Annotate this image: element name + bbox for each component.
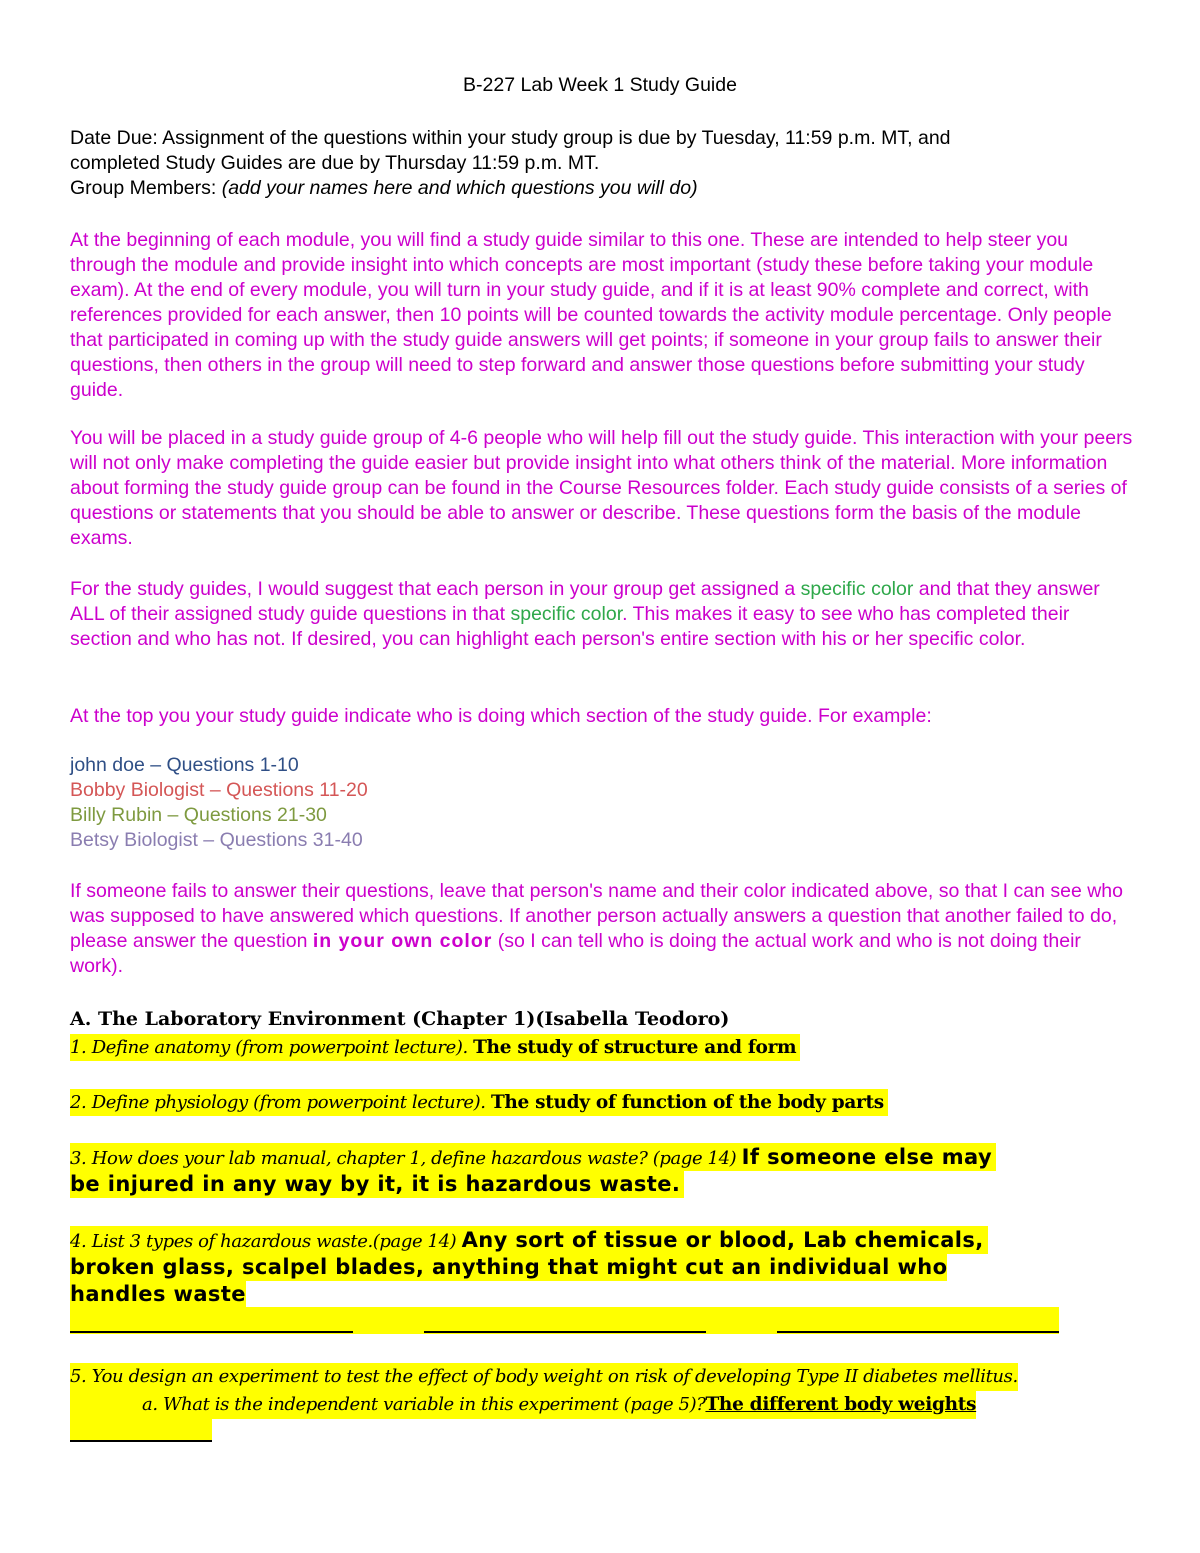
example-item: Billy Rubin – Questions 21-30 [70,804,327,826]
blank-line [70,1331,353,1333]
question-1-answer: The study of structure and form [473,1037,797,1058]
question-4-line-2 [70,1254,947,1281]
question-3-answer-2: be injured in any way by it, it is hazardous waste. [70,1172,681,1196]
question-4-line-1 [70,1226,988,1254]
question-4-answer-2: broken glass, scalpel blades, anything that might cut an individual who [70,1255,948,1279]
blank-line [424,1331,706,1333]
question-4-answer-1: Any sort of tissue or blood, Lab chemicals, [461,1228,984,1252]
question-4-blanks [70,1307,1059,1334]
example-intro: At the top you your study guide indicate who is doing which section of the study guide. For example: [70,705,932,727]
color-paragraph [70,577,1135,652]
question-2 [70,1089,888,1116]
group-members-line [70,176,1135,201]
question-3-answer-1: If someone else may [741,1145,993,1169]
example-item: Bobby Biologist – Questions 11-20 [70,779,368,801]
question-3-line-2 [70,1171,684,1198]
example-item: Betsy Biologist – Questions 31-40 [70,829,363,851]
color-paragraph-text-3: . This makes it easy to see who has completed their section and who has not. If desired, you can highlight each person's entire section with his or her specific color. [70,603,1070,650]
own-color-text-1: If someone fails to answer their questions, leave that person's name and their color indicated above, so that I can see who was supposed to have answered which questions. If another person actually answers a question that another failed to do, please answer the question [70,880,1123,952]
date-due-line-1: Date Due: Assignment of the questions within your study group is due by Tuesday, 11:59 p.m. MT, and [70,127,951,149]
group-paragraph: You will be placed in a study guide group of 4-6 people who will help fill out the study guide. This interaction with your peers will not only make completing the guide easier but provide insight into what others think of the material. More information about forming the study guide group can be found in the Course Resources folder. Each study guide consists of a series of questions or statements that you should be able to answer or describe. These questions form the basis of the module exams. [70,427,1133,549]
question-5a [70,1391,976,1419]
color-paragraph-text-2: and that they answer ALL of their assigned study guide questions in that [70,578,1100,625]
question-3-line-1 [70,1143,996,1171]
question-4-line-3 [70,1281,246,1307]
blank-line [777,1331,1059,1333]
blank-line [70,1440,212,1442]
question-4-answer-3: handles waste [70,1282,246,1306]
color-paragraph-text-1: For the study guides, I would suggest that each person in your group get assigned a [70,578,801,600]
date-due-line-2: completed Study Guides are due by Thursday 11:59 p.m. MT. [70,152,600,174]
own-color-emphasis: in your own color [312,930,493,952]
question-2-prompt: 2. Define physiology (from powerpoint lecture). [70,1092,491,1113]
question-5a-prompt: a. What is the independent variable in this experiment (page 5)? [142,1394,706,1415]
page-title: B-227 Lab Week 1 Study Guide [463,74,737,96]
specific-color-example-1: specific color [800,578,914,600]
question-2-answer: The study of function of the body parts [490,1092,884,1113]
question-3-prompt: 3. How does your lab manual, chapter 1, define hazardous waste? (page 14) [70,1148,742,1169]
question-5a-blank [70,1419,212,1442]
question-5-prompt: 5. You design an experiment to test the effect of body weight on risk of developing Type II diabetes mellitus. [70,1366,1018,1387]
group-members-label: Group Members: [70,177,222,199]
own-color-paragraph [70,879,1135,979]
own-color-text-2: (so I can tell who is doing the actual work and who is not doing their work). [70,930,1081,977]
question-5 [70,1363,1018,1391]
question-5a-answer: The different body weights [705,1394,977,1415]
question-4-prompt: 4. List 3 types of hazardous waste.(page 14) [70,1231,462,1252]
question-1-prompt: 1. Define anatomy (from powerpoint lecture). [70,1037,474,1058]
group-members-hint: (add your names here and which questions you will do) [221,177,698,199]
question-1 [70,1034,800,1061]
intro-paragraph: At the beginning of each module, you will find a study guide similar to this one. These are intended to help steer you through the module and provide insight into which concepts are most important (study these before taking your module exam). At the end of every module, you will turn in your study guide, and if it is at least 90% complete and correct, with references provided for each answer, then 10 points will be counted towards the activity module percentage. Only people that participated in coming up with the study guide answers will get points; if someone in your group fails to answer their questions, then others in the group will need to step forward and answer those questions before submitting your study guide. [70,229,1112,401]
section-a-heading: A. The Laboratory Environment (Chapter 1)(Isabella Teodoro) [70,1008,730,1030]
example-item: john doe – Questions 1-10 [70,754,299,776]
specific-color-example-2: specific color [510,603,623,625]
example-list [70,753,1135,853]
date-due-block [70,126,1135,201]
